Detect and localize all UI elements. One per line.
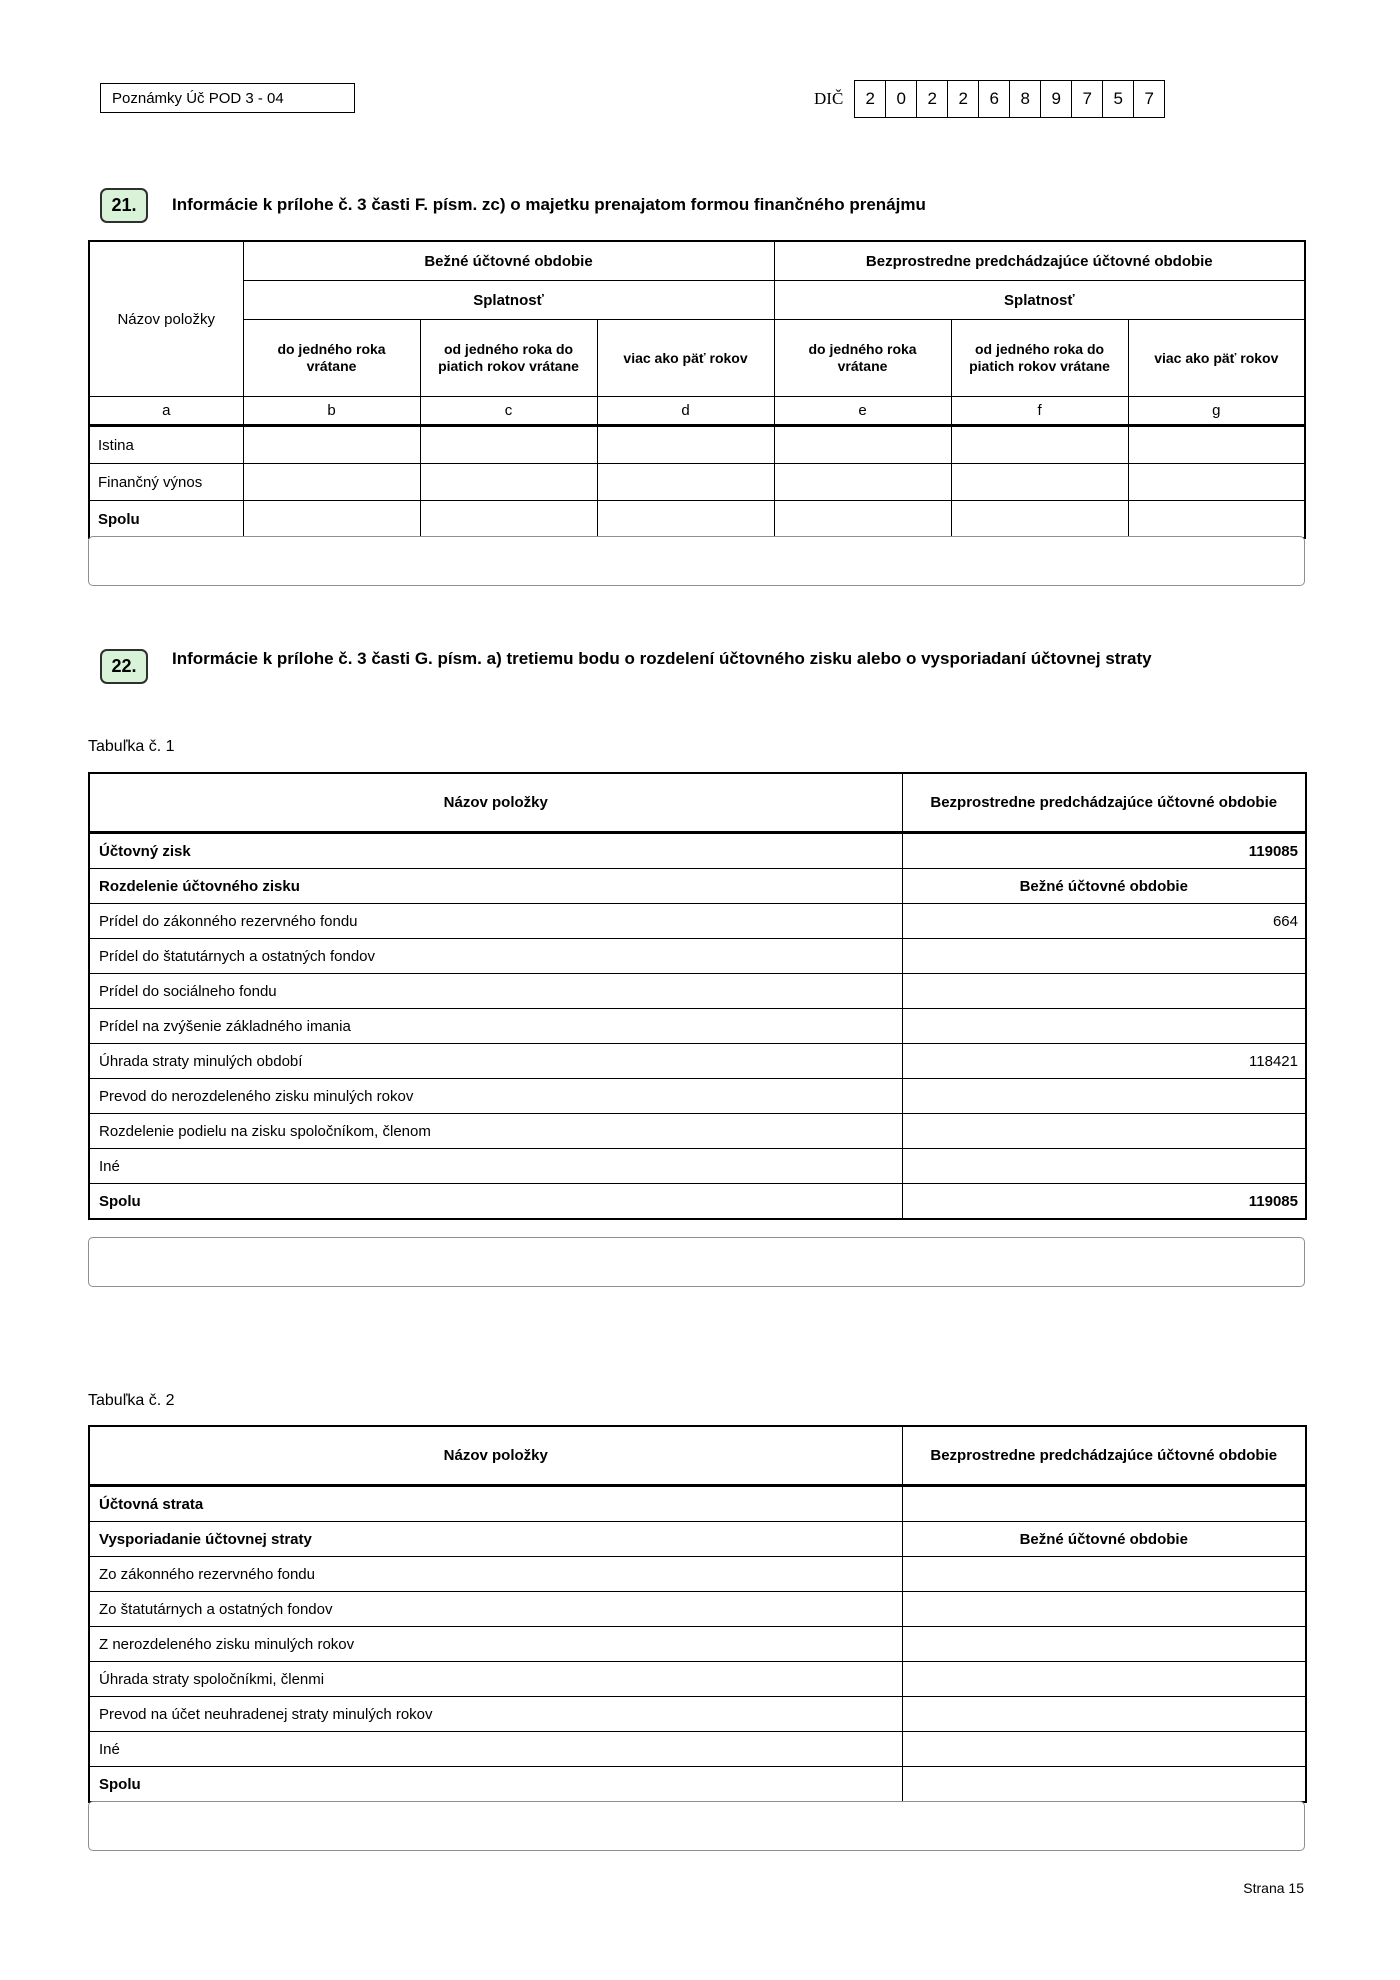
row-label: Prevod na účet neuhradenej straty minulých rokov: [89, 1697, 902, 1732]
value-cell: [774, 464, 951, 501]
value-cell: [1128, 426, 1305, 464]
note-text-area: [88, 536, 1305, 586]
col-letter: d: [597, 397, 774, 426]
value-cell: [1128, 464, 1305, 501]
dic-digit-cell: 6: [978, 80, 1010, 118]
value-cell: [902, 1149, 1306, 1184]
dic-digit-cell: 2: [916, 80, 948, 118]
value-cell: [902, 1767, 1306, 1803]
form-code-box: [100, 83, 355, 113]
col-letter: g: [1128, 397, 1305, 426]
value-cell: 119085: [902, 833, 1306, 869]
value-cell: Bežné účtovné obdobie: [902, 869, 1306, 904]
dic-digit-boxes: [854, 80, 1165, 118]
row-label: Prídel do štatutárnych a ostatných fondov: [89, 939, 902, 974]
row-label: Účtovný zisk: [89, 833, 902, 869]
value-cell: 118421: [902, 1044, 1306, 1079]
row-label: Prídel na zvýšenie základného imania: [89, 1009, 902, 1044]
row-label: Zo zákonného rezervného fondu: [89, 1557, 902, 1592]
table-1-caption: Tabuľka č. 1: [88, 738, 175, 755]
row-label: Vysporiadanie účtovnej straty: [89, 1522, 902, 1557]
dic-label: DIČ: [814, 89, 844, 108]
row-label: Prevod do nerozdeleného zisku minulých rokov: [89, 1079, 902, 1114]
value-cell: [902, 1557, 1306, 1592]
value-cell: [1128, 501, 1305, 539]
loss-settlement-table: [88, 1425, 1307, 1803]
value-cell: Bežné účtovné obdobie: [902, 1522, 1306, 1557]
row-label: Finančný výnos: [89, 464, 243, 501]
col-header: od jedného roka do piatich rokov vrátane: [420, 320, 597, 397]
row-label: Iné: [89, 1732, 902, 1767]
row-label: Úhrada straty minulých období: [89, 1044, 902, 1079]
value-cell: [902, 939, 1306, 974]
dic-digit-cell: 5: [1102, 80, 1134, 118]
col-header-item-name: Názov položky: [89, 241, 243, 397]
col-letter: b: [243, 397, 420, 426]
note-text-area: [88, 1801, 1305, 1851]
col-letter: a: [89, 397, 243, 426]
row-label-total: Spolu: [89, 501, 243, 539]
section-21-lease-table: [88, 240, 1306, 539]
row-label-total: Spolu: [89, 1767, 902, 1803]
col-group-current-period: Bežné účtovné obdobie: [243, 241, 774, 281]
col-group-previous-period: Bezprostredne predchádzajúce účtovné obdobie: [774, 241, 1305, 281]
page-number: Strana 15: [1243, 1880, 1304, 1896]
value-cell: [243, 464, 420, 501]
section-21-title: Informácie k prílohe č. 3 časti F. písm. zc) o majetku prenajatom formou finančného prenájmu: [172, 195, 926, 214]
value-cell: [902, 1114, 1306, 1149]
value-cell: [774, 501, 951, 539]
col-header-item-name: Názov položky: [89, 1426, 902, 1486]
col-letter: f: [951, 397, 1128, 426]
col-letter: e: [774, 397, 951, 426]
col-header: od jedného roka do piatich rokov vrátane: [951, 320, 1128, 397]
col-group-maturity: Splatnosť: [243, 281, 774, 320]
section-22-title: Informácie k prílohe č. 3 časti G. písm. a) tretiemu bodu o rozdelení účtovného zisku alebo o vysporiadaní účtovnej straty: [172, 649, 1152, 668]
row-label: Rozdelenie účtovného zisku: [89, 869, 902, 904]
row-label: Prídel do sociálneho fondu: [89, 974, 902, 1009]
value-cell: [774, 426, 951, 464]
value-cell: [420, 426, 597, 464]
value-cell: [951, 464, 1128, 501]
value-cell: [902, 1732, 1306, 1767]
value-cell: [951, 426, 1128, 464]
value-cell: [597, 464, 774, 501]
dic-digit-cell: 0: [885, 80, 917, 118]
col-header: do jedného roka vrátane: [774, 320, 951, 397]
value-cell: [902, 1662, 1306, 1697]
value-cell: [243, 426, 420, 464]
value-cell: [902, 974, 1306, 1009]
col-letter: c: [420, 397, 597, 426]
value-cell: 119085: [902, 1184, 1306, 1220]
col-group-maturity: Splatnosť: [774, 281, 1305, 320]
value-cell: 664: [902, 904, 1306, 939]
table-2-caption: Tabuľka č. 2: [88, 1392, 175, 1409]
dic-digit-cell: 2: [854, 80, 886, 118]
value-cell: [902, 1627, 1306, 1662]
dic-digit-cell: 7: [1133, 80, 1165, 118]
value-cell: [597, 501, 774, 539]
row-label: Rozdelenie podielu na zisku spoločníkom, členom: [89, 1114, 902, 1149]
value-cell: [420, 501, 597, 539]
row-label: Účtovná strata: [89, 1486, 902, 1522]
value-cell: [420, 464, 597, 501]
profit-distribution-table: [88, 772, 1307, 1220]
col-header-previous-period: Bezprostredne predchádzajúce účtovné obdobie: [902, 1426, 1306, 1486]
value-cell: [902, 1592, 1306, 1627]
value-cell: [243, 501, 420, 539]
dic-digit-cell: 9: [1040, 80, 1072, 118]
row-label: Z nerozdeleného zisku minulých rokov: [89, 1627, 902, 1662]
row-label: Iné: [89, 1149, 902, 1184]
section-22-badge: 22.: [100, 649, 148, 684]
col-header: do jedného roka vrátane: [243, 320, 420, 397]
value-cell: [902, 1486, 1306, 1522]
note-text-area: [88, 1237, 1305, 1287]
value-cell: [597, 426, 774, 464]
dic-digit-cell: 7: [1071, 80, 1103, 118]
value-cell: [902, 1009, 1306, 1044]
dic-field: [814, 80, 1165, 118]
form-code-label: Poznámky Úč POD 3 - 04: [112, 89, 284, 107]
row-label: Zo štatutárnych a ostatných fondov: [89, 1592, 902, 1627]
dic-digit-cell: 8: [1009, 80, 1041, 118]
col-header: viac ako päť rokov: [1128, 320, 1305, 397]
dic-digit-cell: 2: [947, 80, 979, 118]
col-header-item-name: Názov položky: [89, 773, 902, 833]
value-cell: [902, 1079, 1306, 1114]
section-21-badge: 21.: [100, 188, 148, 223]
row-label: Istina: [89, 426, 243, 464]
row-label: Úhrada straty spoločníkmi, členmi: [89, 1662, 902, 1697]
row-label-total: Spolu: [89, 1184, 902, 1220]
col-header-previous-period: Bezprostredne predchádzajúce účtovné obdobie: [902, 773, 1306, 833]
value-cell: [902, 1697, 1306, 1732]
col-header: viac ako päť rokov: [597, 320, 774, 397]
row-label: Prídel do zákonného rezervného fondu: [89, 904, 902, 939]
value-cell: [951, 501, 1128, 539]
